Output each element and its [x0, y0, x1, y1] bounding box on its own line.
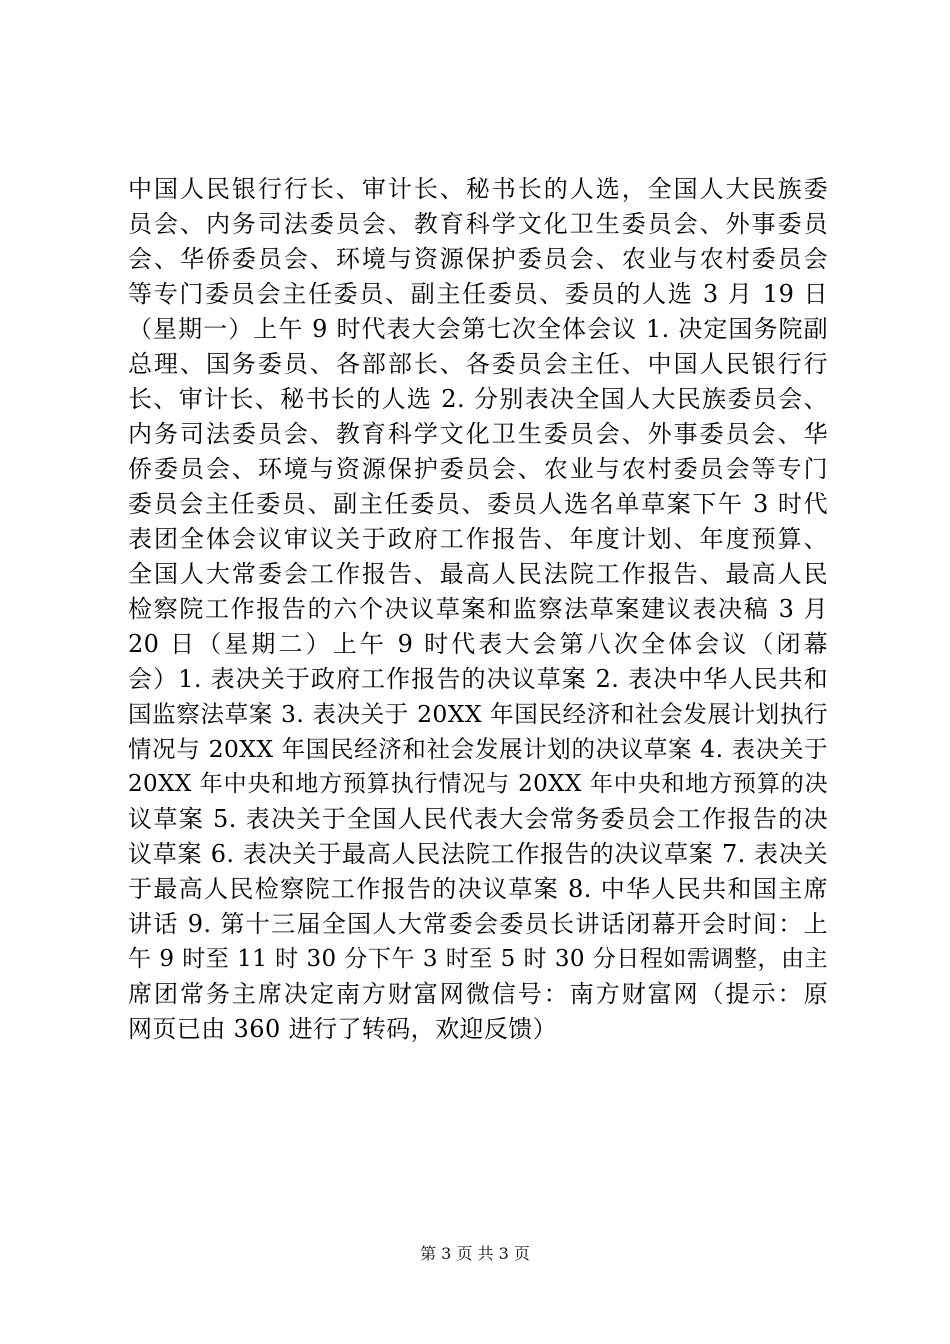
body-text-line: 会）1. 表决关于政府工作报告的决议草案 2. 表决中华人民共和 — [128, 665, 828, 693]
body-text-line: 检察院工作报告的六个决议草案和监察法草案建议表决稿 3 月 — [128, 595, 828, 623]
body-text-line: 议草案 5. 表决关于全国人民代表大会常务委员会工作报告的决 — [128, 805, 828, 833]
body-text-line: 午 9 时至 11 时 30 分下午 3 时至 5 时 30 分日程如需调整，由主 — [128, 946, 828, 972]
body-text-line: 情况与 20XX 年国民经济和社会发展计划的决议草案 4. 表决关于 — [128, 735, 828, 763]
body-text-line: 内务司法委员会、教育科学文化卫生委员会、外事委员会、华 — [128, 420, 828, 448]
body-text-line: 侨委员会、环境与资源保护委员会、农业与农村委员会等专门 — [128, 455, 828, 483]
document-body — [128, 172, 828, 1047]
body-text-line: 委员会主任委员、副主任委员、委员人选名单草案下午 3 时代 — [128, 490, 828, 518]
body-text-line: 席团常务主席决定南方财富网微信号：南方财富网（提示：原 — [128, 980, 828, 1008]
body-text-line: 中国人民银行行长、审计长、秘书长的人选，全国人大民族委 — [128, 175, 828, 203]
body-text-line: 网页已由 360 进行了转码，欢迎反馈） — [128, 1015, 558, 1043]
body-text-line: 讲话 9. 第十三届全国人大常委会委员长讲话闭幕开会时间：上 — [128, 910, 828, 938]
body-text-line: 20XX 年中央和地方预算执行情况与 20XX 年中央和地方预算的决 — [128, 771, 828, 797]
body-text-line: 总理、国务委员、各部部长、各委员会主任、中国人民银行行 — [128, 350, 828, 378]
body-text-line: 20 日（星期二）上午 9 时代表大会第八次全体会议（闭幕 — [128, 630, 828, 658]
body-text-line: 表团全体会议审议关于政府工作报告、年度计划、年度预算、 — [128, 525, 828, 553]
body-text-line: 议草案 6. 表决关于最高人民法院工作报告的决议草案 7. 表决关 — [128, 840, 828, 868]
body-text-line: 于最高人民检察院工作报告的决议草案 8. 中华人民共和国主席 — [128, 875, 828, 903]
body-text-line: 国监察法草案 3. 表决关于 20XX 年国民经济和社会发展计划执行 — [128, 700, 828, 728]
body-text-line: （星期一）上午 9 时代表大会第七次全体会议 1. 决定国务院副 — [128, 315, 828, 343]
body-text-line: 会、华侨委员会、环境与资源保护委员会、农业与农村委员会 — [128, 245, 828, 273]
body-text-line: 等专门委员会主任委员、副主任委员、委员的人选 3 月 19 日 — [128, 280, 828, 308]
body-text-line: 长、审计长、秘书长的人选 2. 分别表决全国人大民族委员会、 — [128, 385, 828, 413]
body-text-line: 员会、内务司法委员会、教育科学文化卫生委员会、外事委员 — [128, 210, 828, 238]
body-text-line: 全国人大常委会工作报告、最高人民法院工作报告、最高人民 — [128, 560, 828, 588]
page-footer: 第 3 页 共 3 页 — [420, 1244, 530, 1263]
